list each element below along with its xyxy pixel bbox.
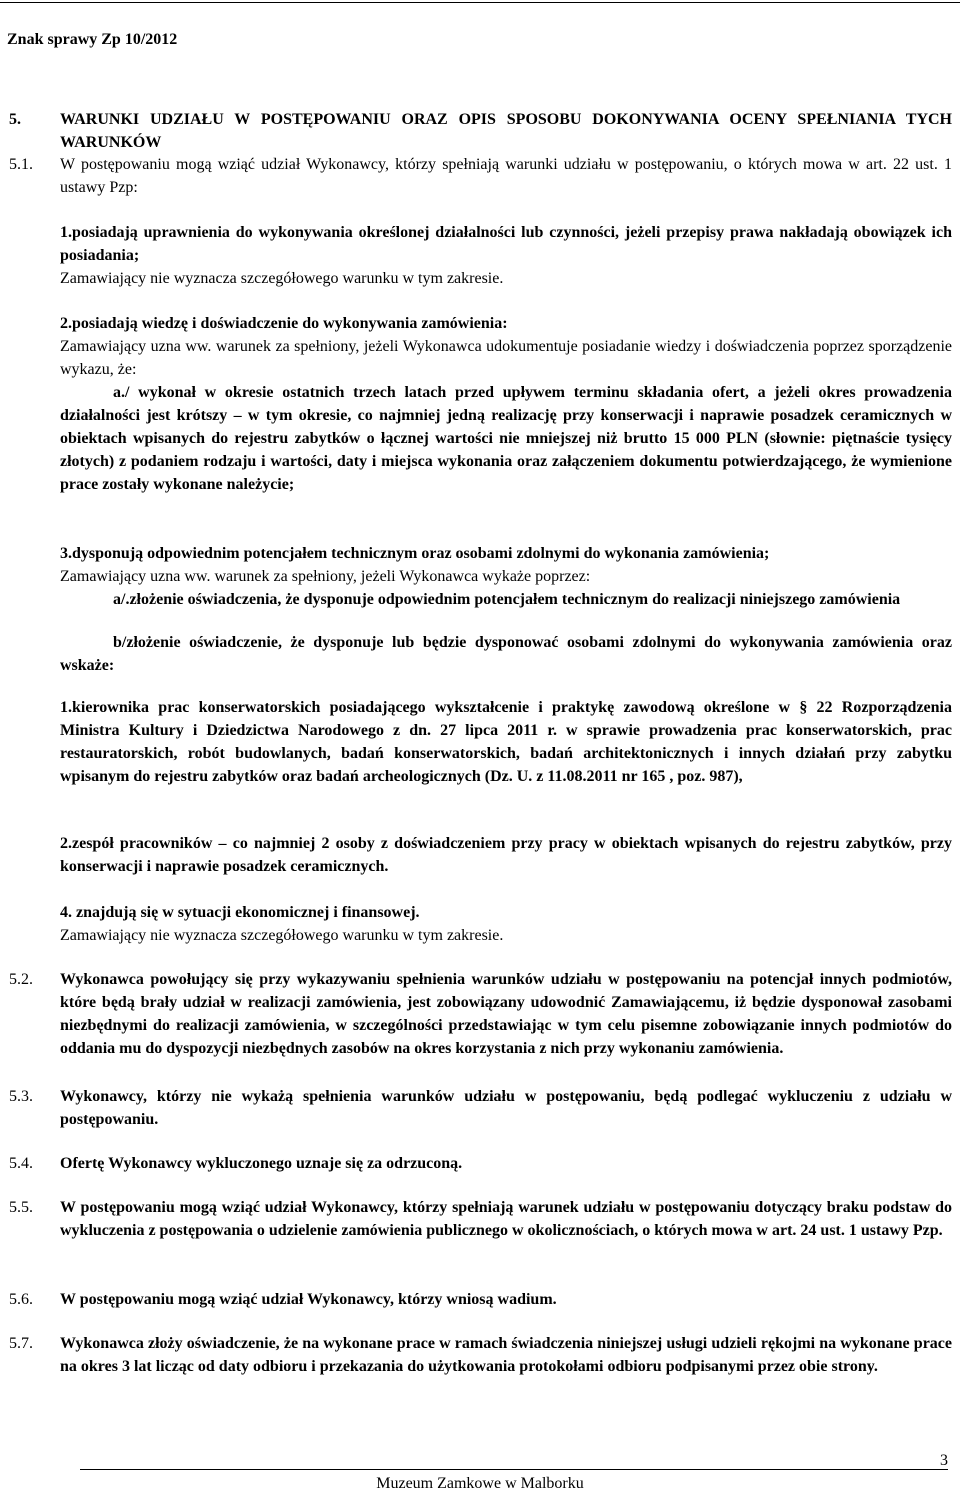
condition-3-text: Zamawiający uzna ww. warunek za spełniony, jeżeli Wykonawca wykaże poprzez: (60, 568, 591, 585)
condition-2-text: Zamawiający uzna ww. warunek za spełniony, jeżeli Wykonawca udokumentuje posiadanie wiedzy i doświadczenia poprzez sporządzenie wykazu, że: (60, 338, 952, 378)
condition-2-heading: 2.posiadają wiedzę i doświadczenie do wykonywania zamówienia: (60, 315, 508, 332)
condition-3-1-bold: 1.kierownika prac konserwatorskich posiadającego wykształcenie i praktykę zawodową określone w § 22 Rozporządzenia Ministra Kultury i Dziedzictwa Narodowego z dn. 27 lipca 2011 r. (60, 699, 952, 739)
clause-number: 5.5. (9, 1199, 33, 1216)
clause-number: 5.3. (9, 1088, 33, 1105)
clause-5-5-text: W postępowaniu mogą wziąć udział Wykonawcy, którzy spełniają warunek udziału w postępowaniu dotyczący braku podstaw do wykluczenia z postępowania o udzielenie zamówienia publicznego w okolicznościach, o których mowa w art. 24 ust. 1 ustawy Pzp. (60, 1199, 952, 1239)
clause-number: 5.4. (9, 1155, 33, 1172)
page-number: 3 (940, 1452, 948, 1469)
footer-institution: Muzeum Zamkowe w Malborku (376, 1475, 584, 1492)
section-number: 5. (9, 111, 21, 128)
condition-4-heading: 4. znajdują się w sytuacji ekonomicznej i finansowej. (60, 904, 420, 921)
condition-4-text: Zamawiający nie wyznacza szczegółowego warunku w tym zakresie. (60, 927, 504, 944)
condition-3-a: a/.złożenie oświadczenia, że dysponuje odpowiednim potencjałem technicznym do realizacji niniejszego zamówienia (113, 591, 901, 608)
clause-number: 5.2. (9, 971, 33, 988)
header-rule (0, 2, 960, 3)
case-number: Znak sprawy Zp 10/2012 (7, 31, 178, 48)
clause-5-2-text: Wykonawca powołujący się przy wykazywaniu spełnienia warunków udziału w postępowaniu na potencjał innych podmiotów, które będą brały udział w realizacji zamówienia, jest zobowiązany udowodnić Zamawiającemu, iż będzie dysponował zasobami niezbędnymi do realizacji zamówienia, w szczególności przedstawiając w tym celu pisemne zobowiązanie innych podmiotów do oddania mu do dyspozycji niezbędnych zasobów na okres korzystania z nich przy wykonaniu zamówienia. (60, 971, 952, 1057)
clause-5-6-text: W postępowaniu mogą wziąć udział Wykonawcy, którzy wniosą wadium. (60, 1291, 557, 1308)
clause-number: 5.6. (9, 1291, 33, 1308)
clause-5-3-text: Wykonawcy, którzy nie wykażą spełnienia warunków udziału w postępowaniu, będą podlegać wykluczeniu z udziału w postępowaniu. (60, 1088, 952, 1128)
condition-1-text: Zamawiający nie wyznacza szczegółowego warunku w tym zakresie. (60, 270, 504, 287)
section-title: WARUNKI UDZIAŁU W POSTĘPOWANIU ORAZ OPIS SPOSOBU DOKONYWANIA OCENY SPEŁNIANIA TYCH WARUNKÓW (60, 111, 952, 151)
condition-3-1 (60, 696, 952, 788)
clause-number: 5.1. (9, 156, 33, 173)
condition-3-heading: 3.dysponują odpowiednim potencjałem technicznym oraz osobami zdolnymi do wykonania zamówienia; (60, 545, 770, 562)
clause-5-1-text: W postępowaniu mogą wziąć udział Wykonawcy, którzy spełniają warunki udziału w postępowaniu, o których mowa w art. 22 ust. 1 ustawy Pzp: (60, 156, 952, 196)
condition-3-1-rest: w sprawie prowadzenia prac konserwatorskich, prac restauratorskich, robót budowlanych, badań konserwatorskich, badań architektonicznych i innych działań przy zabytku wpisanym do rejestru zabytków oraz badań archeologicznych (Dz. U. z 11.08.2011 nr 165 , poz. 987), (60, 722, 953, 785)
clause-5-4-text: Ofertę Wykonawcy wykluczonego uznaje się za odrzuconą. (60, 1155, 463, 1172)
clause-5-7-text: Wykonawca złoży oświadczenie, że na wykonane prace w ramach świadczenia niniejszej usługi udzieli rękojmi na wykonane prace na okres 3 lat licząc od daty odbioru i przekazania do użytkowania protokołami odbioru podpisanymi przez obie strony. (60, 1335, 952, 1375)
condition-1-heading: 1.posiadają uprawnienia do wykonywania określonej działalności lub czynności, jeżeli przepisy prawa nakładają obowiązek ich posiadania; (60, 224, 952, 264)
clause-number: 5.7. (9, 1335, 33, 1352)
condition-2-a: a./ wykonał w okresie ostatnich trzech latach przed upływem terminu składania ofert, a jeżeli okres prowadzenia działalności jest krótszy – w tym okresie, co najmniej jedną realizację przy konserwacji i naprawie posadzek ceramicznych w obiektach wpisanych do rejestru zabytków o łącznej wartości nie mniejszej niż brutto 15 000 PLN (słownie: piętnaście tysięcy złotych) z podaniem rodzaju i wartości, daty i miejsca wykonania oraz załączeniem dokumentu potwierdzającego, że wymienione prace zostały wykonane należycie; (60, 384, 952, 493)
condition-3-2: 2.zespół pracowników – co najmniej 2 osoby z doświadczeniem przy pracy w obiektach wpisanych do rejestru zabytków, przy konserwacji i naprawie posadzek ceramicznych. (60, 835, 952, 875)
condition-3-b: b/złożenie oświadczenie, że dysponuje lub będzie dysponować osobami zdolnymi do wykonywania zamówienia oraz wskaże: (60, 634, 952, 674)
footer-rule (80, 1469, 948, 1470)
